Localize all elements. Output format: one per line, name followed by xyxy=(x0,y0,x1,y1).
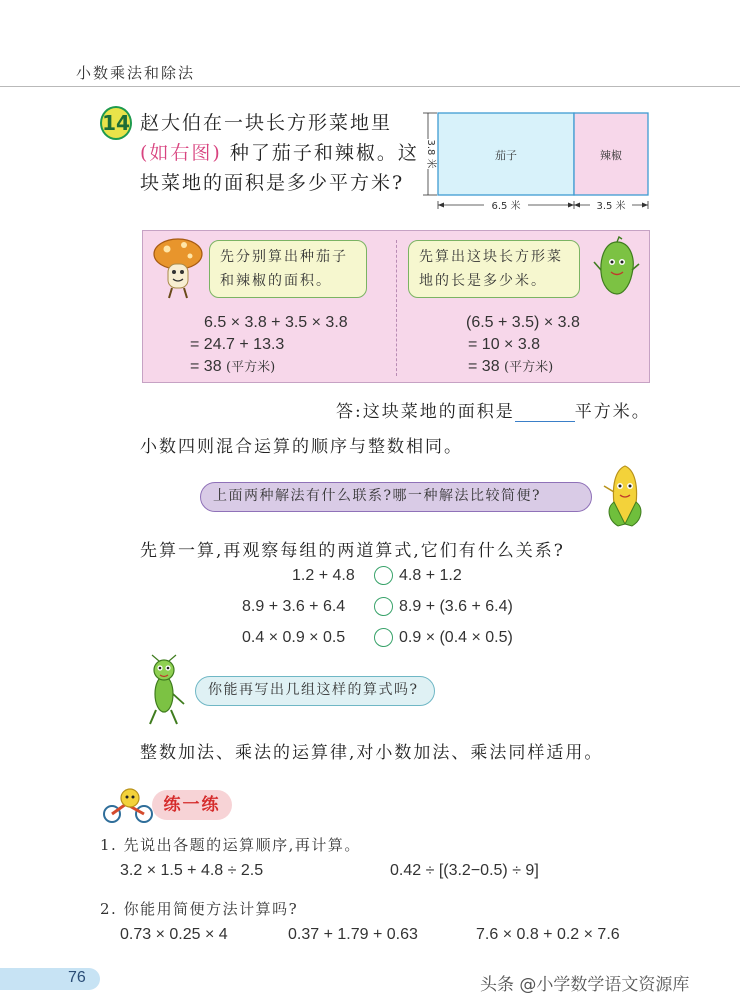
problem-text-line-2-rest: 种了茄子和辣椒。这 xyxy=(229,142,419,164)
answer-blank[interactable] xyxy=(515,405,575,422)
height-label: 3.8 米 xyxy=(425,139,436,169)
compare-row-3-right: 0.9 × (0.4 × 0.5) xyxy=(399,629,513,646)
right-calc-result: = 38 xyxy=(468,358,500,375)
right-calc-line-1: (6.5 + 3.5) × 3.8 xyxy=(466,314,580,331)
right-calc-unit: (平方米) xyxy=(504,360,554,375)
compare-instruction: 先算一算,再观察每组的两道算式,它们有什么关系? xyxy=(140,541,565,561)
compare-row-1-left: 1.2 + 4.8 xyxy=(292,567,355,584)
pepper-width-label: 3.5 米 xyxy=(596,201,626,212)
chapter-title: 小数乘法和除法 xyxy=(76,64,196,82)
question-bubble: 上面两种解法有什么联系?哪一种解法比较简便? xyxy=(200,482,592,512)
mushroom-character-icon xyxy=(150,236,206,300)
left-calc-unit: (平方米) xyxy=(226,360,276,375)
page-number: 76 xyxy=(68,969,86,986)
problem-number-badge: 14 xyxy=(100,106,132,140)
compare-row-3-left: 0.4 × 0.9 × 0.5 xyxy=(242,629,346,646)
pepper-label: 辣椒 xyxy=(600,149,622,162)
compare-row-1-right: 4.8 + 1.2 xyxy=(399,567,462,584)
grasshopper-character-icon xyxy=(140,654,186,726)
problem-text-line-1: 赵大伯在一块长方形菜地里 xyxy=(140,112,393,134)
problem-text-line-3: 块菜地的面积是多少平方米? xyxy=(140,172,405,194)
right-calc-line-3 xyxy=(468,356,553,379)
hint-bubble: 你能再写出几组这样的算式吗? xyxy=(195,676,435,706)
header-rule xyxy=(0,86,740,87)
methods-divider xyxy=(396,240,397,376)
eggplant-label: 茄子 xyxy=(495,149,517,162)
exercise-1-title: 1. 先说出各题的运算顺序,再计算。 xyxy=(100,836,361,854)
exercise-2-item-2: 0.37 + 1.79 + 0.63 xyxy=(288,926,418,943)
answer-suffix: 平方米。 xyxy=(574,402,651,422)
figure-reference: (如右图) xyxy=(140,142,222,164)
left-method-bubble: 先分别算出种茄子和辣椒的面积。 xyxy=(209,240,367,298)
exercise-2-item-3: 7.6 × 0.8 + 0.2 × 7.6 xyxy=(476,926,620,943)
practice-section-label: 练一练 xyxy=(152,790,232,820)
left-calc-line-3 xyxy=(190,356,275,379)
answer-prefix: 答:这块菜地的面积是 xyxy=(336,402,515,422)
compare-row-2-right: 8.9 + (3.6 + 6.4) xyxy=(399,598,513,615)
problem-text-line-2 xyxy=(140,138,419,168)
exercise-2-title: 2. 你能用简便方法计算吗? xyxy=(100,900,299,918)
gourd-character-icon xyxy=(592,236,642,300)
watermark: 头条 @小学数学语文资源库 xyxy=(480,975,690,995)
operation-law-text: 整数加法、乘法的运算律,对小数加法、乘法同样适用。 xyxy=(140,743,604,763)
answer-line xyxy=(336,397,651,422)
right-method-bubble: 先算出这块长方形菜地的长是多少米。 xyxy=(408,240,580,298)
left-calc-line-2: = 24.7 + 13.3 xyxy=(190,336,285,353)
eggplant-width-label: 6.5 米 xyxy=(491,201,521,212)
motorbike-character-icon xyxy=(100,786,156,824)
left-calc-line-1: 6.5 × 3.8 + 3.5 × 3.8 xyxy=(204,314,348,331)
right-calc-line-2: = 10 × 3.8 xyxy=(468,336,541,353)
field-diagram xyxy=(418,103,658,223)
left-calc-result: = 38 xyxy=(190,358,222,375)
exercise-1-item-1: 3.2 × 1.5 + 4.8 ÷ 2.5 xyxy=(120,862,264,879)
order-rule-text: 小数四则混合运算的顺序与整数相同。 xyxy=(140,437,463,457)
exercise-1-item-2: 0.42 ÷ [(3.2−0.5) ÷ 9] xyxy=(390,862,539,879)
compare-circle-1[interactable] xyxy=(374,566,393,585)
compare-row-2-left: 8.9 + 3.6 + 6.4 xyxy=(242,598,346,615)
compare-circle-3[interactable] xyxy=(374,628,393,647)
compare-circle-2[interactable] xyxy=(374,597,393,616)
corn-character-icon xyxy=(598,462,652,530)
exercise-2-item-1: 0.73 × 0.25 × 4 xyxy=(120,926,228,943)
